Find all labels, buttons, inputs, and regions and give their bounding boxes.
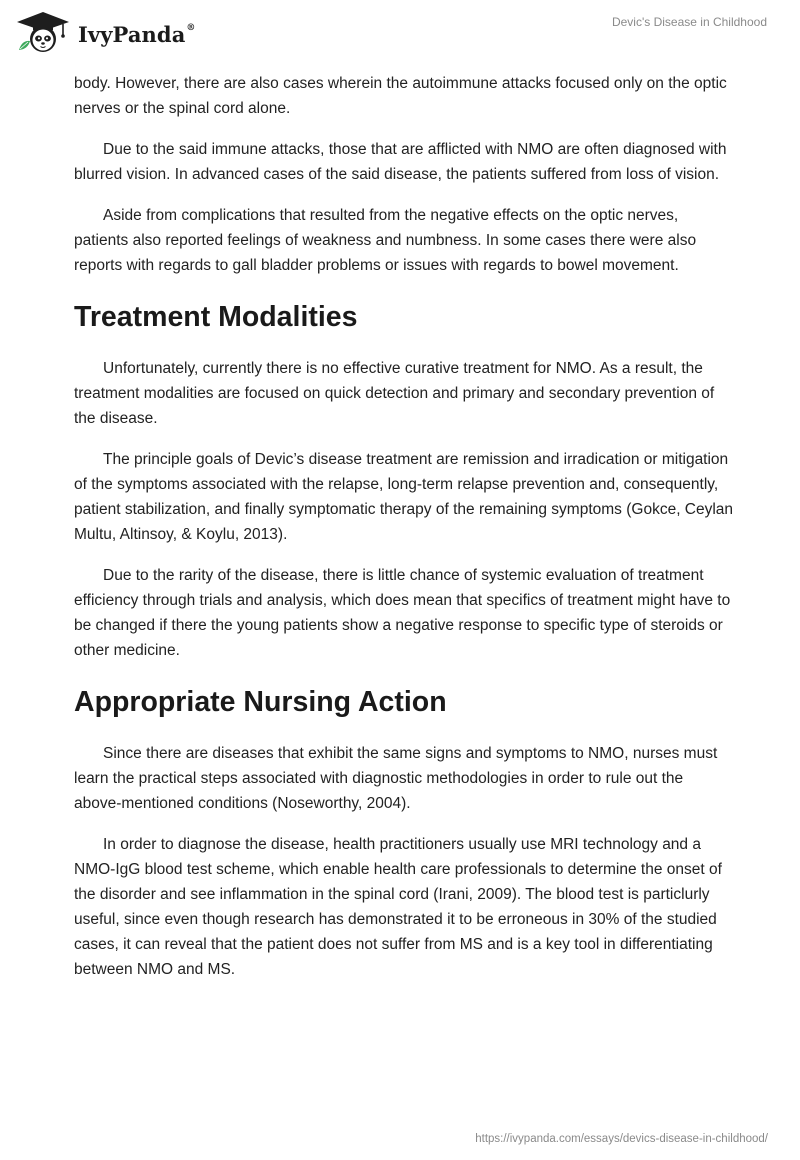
section-heading-treatment: Treatment Modalities (74, 301, 358, 333)
paragraph: Since there are diseases that exhibit the same signs and symptoms to NMO, nurses must learn the practical steps associated with diagnostic methodologies in order to rule out the above-mentioned conditions (Noseworthy, 2004). (74, 745, 718, 812)
document-title: Devic's Disease in Childhood (611, 15, 767, 29)
paragraph: Due to the said immune attacks, those that are afflicted with NMO are often diagnosed with blurred vision. In advanced cases of the said disease, the patients suffered from loss of vision. (74, 141, 727, 183)
paragraph: Aside from complications that resulted from the negative effects on the optic nerves, patients also reported feelings of weakness and numbness. In some cases there were also reports with regards to gall bladder problems or issues with regards to bowel movement. (74, 207, 697, 274)
paragraph: Unfortunately, currently there is no effective curative treatment for NMO. As a result, the treatment modalities are focused on quick detection and primary and secondary prevention of the disease. (74, 360, 715, 427)
paragraph: In order to diagnose the disease, health practitioners usually use MRI technology and a NMO-IgG blood test scheme, which enable health care professionals to determine the onset of the disorder and see inflammation in the spinal cord (Irani, 2009). The blood test is particlurly useful, since even though research has demonstrated it to be erroneous in 30% of the studied cases, it can reveal that the patient does not suffer from MS and is a key tool in differentiating between NMO and MS. (74, 836, 722, 978)
article-body (74, 71, 734, 998)
logo-link[interactable] (14, 10, 196, 54)
page-header (0, 0, 800, 62)
paragraph: body. However, there are also cases wherein the autoimmune attacks focused only on the optic nerves or the spinal cord alone. (74, 75, 727, 117)
brand-name: IvyPanda® (78, 21, 196, 47)
paragraph: Due to the rarity of the disease, there is little chance of systemic evaluation of treatment efficiency through trials and analysis, which does mean that specifics of treatment might have to be changed if there the young patients show a negative response to specific type of steroids or other medicine. (74, 567, 731, 659)
panda-logo-icon (14, 10, 72, 54)
paragraph: The principle goals of Devic’s disease treatment are remission and irradication or mitigation of the symptoms associated with the relapse, long-term relapse prevention and, consequently, patient stabilization, and finally symptomatic therapy of the remaining symptoms (Gokce, Ceylan Multu, Altinsoy, & Koylu, 2013). (74, 451, 734, 543)
section-heading-nursing: Appropriate Nursing Action (74, 686, 447, 718)
source-url-link[interactable]: https://ivypanda.com/essays/devics-disease-in-childhood/ (475, 1133, 768, 1145)
